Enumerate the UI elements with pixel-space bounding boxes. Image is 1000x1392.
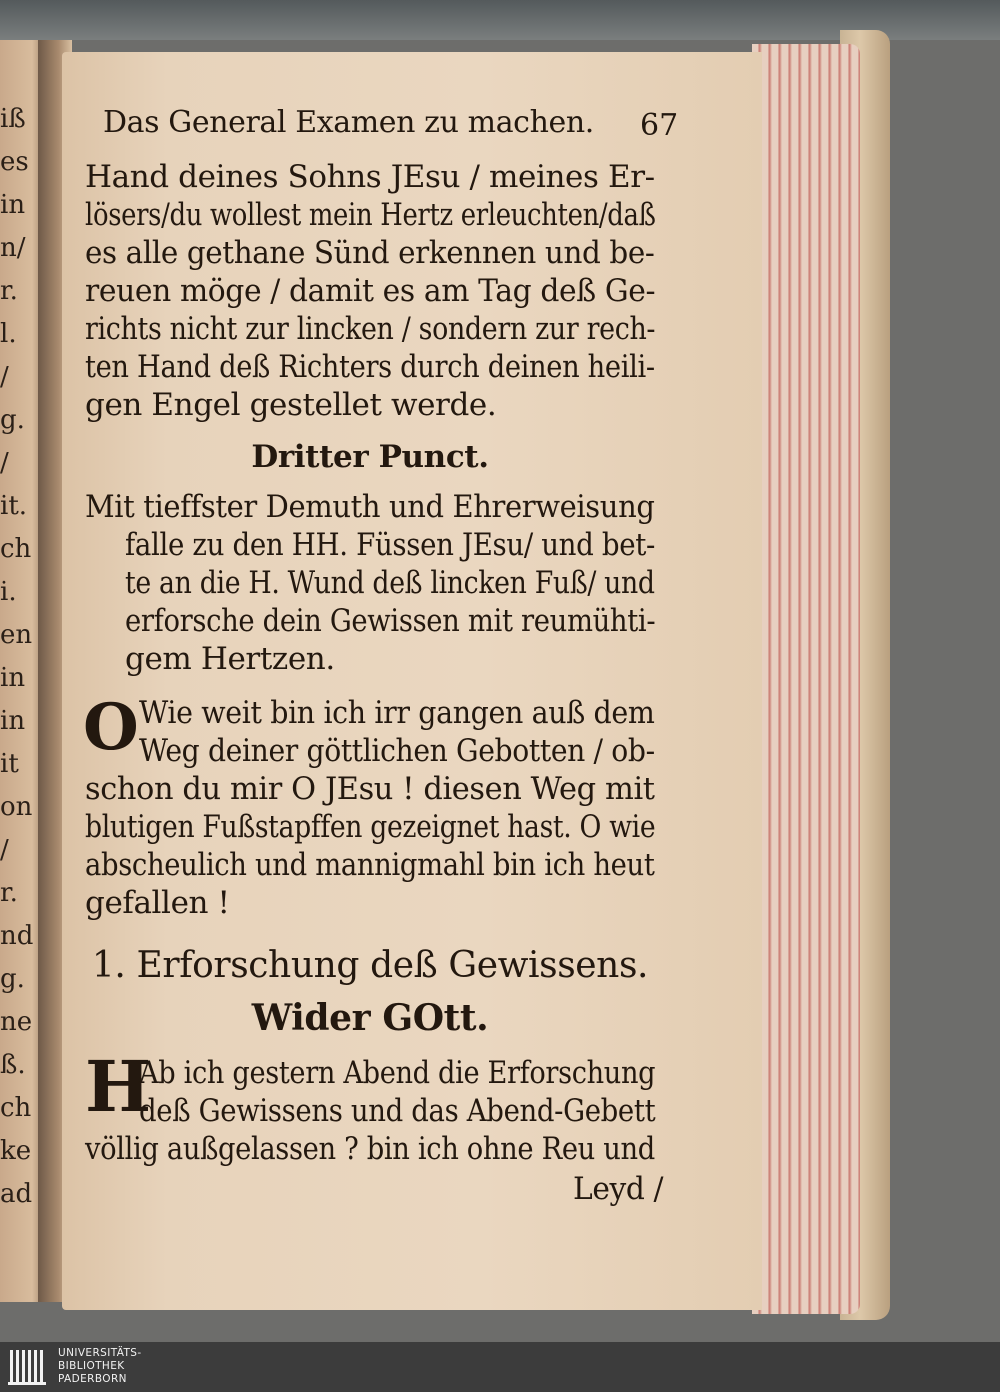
left-page-text-fragment: / (0, 448, 9, 478)
left-page-text-fragment: / (0, 362, 9, 392)
left-page-text-fragment: ke (0, 1136, 32, 1166)
left-page-text-fragment: n/ (0, 233, 26, 263)
drop-initial: H (85, 1045, 152, 1128)
text-line: lösers/du wollest mein Hertz erleuchten/daß (85, 197, 656, 233)
catchword: Leyd / (573, 1171, 664, 1207)
drop-initial: O (83, 690, 139, 765)
left-page-text-fragment: nd (0, 921, 34, 951)
left-page-text-fragment: in (0, 190, 26, 220)
left-page-text-fragment: in (0, 663, 26, 693)
text-line: te an die H. Wund deß lincken Fuß/ und (125, 565, 655, 601)
library-name-line: PADERBORN (58, 1373, 127, 1385)
left-page-text-fragment: g. (0, 964, 25, 994)
text-line: völlig außgelassen ? bin ich ohne Reu und (85, 1131, 655, 1167)
text-line: reuen möge / damit es am Tag deß Ge- (85, 273, 656, 309)
text-line: Weg deiner göttlichen Gebotten / ob- (139, 733, 655, 769)
left-page-text-fragment: ad (0, 1179, 33, 1209)
section-heading: Dritter Punct. (251, 439, 489, 475)
library-name (58, 1347, 142, 1386)
left-page-text-fragment: en (0, 620, 33, 650)
text-line: deß Gewissens und das Abend-Gebett (139, 1093, 656, 1129)
left-page-text-fragment: i. (0, 577, 17, 607)
library-name-line: BIBLIOTHEK (58, 1360, 125, 1372)
text-line: gefallen ! (85, 885, 230, 921)
left-page-text-fragment: g. (0, 405, 25, 435)
left-page-text-fragment: ne (0, 1007, 33, 1037)
library-footer (0, 1342, 1000, 1392)
text-line: blutigen Fußstapffen gezeignet hast. O wie (85, 809, 656, 845)
text-line: ten Hand deß Richters durch deinen heili- (85, 349, 655, 385)
text-line: Hand deines Sohns JEsu / meines Er- (85, 159, 655, 195)
left-page-text-fragment: / (0, 835, 9, 865)
text-line: gem Hertzen. (125, 641, 335, 677)
text-line: schon du mir O JEsu ! diesen Weg mit (85, 771, 655, 807)
left-page-text-fragment: l. (0, 319, 17, 349)
text-line: gen Engel gestellet werde. (85, 387, 497, 423)
text-line: Ab ich gestern Abend die Erforschung (139, 1055, 656, 1091)
library-logo-icon (8, 1346, 50, 1388)
left-page-text-fragment: it (0, 749, 19, 779)
section-heading: Wider GOtt. (251, 997, 489, 1039)
left-page-text-fragment: in (0, 706, 26, 736)
text-line: erforsche dein Gewissen mit reumühti- (125, 603, 656, 639)
text-line: Wie weit bin ich irr gangen auß dem (139, 695, 655, 731)
left-page-text-fragment: ch (0, 1093, 32, 1123)
left-page-text-fragment: on (0, 792, 33, 822)
library-name-line: UNIVERSITÄTS- (58, 1347, 142, 1359)
left-page-text-fragment: ß. (0, 1050, 26, 1080)
left-page-text-fragment: iß (0, 104, 26, 134)
section-heading: 1. Erforschung deß Gewissens. (91, 945, 649, 986)
left-page-text-fragment: r. (0, 878, 18, 908)
running-title: Das General Examen zu machen. (103, 105, 594, 140)
page-edges (752, 44, 860, 1314)
page-number: 67 (640, 108, 679, 143)
text-line: richts nicht zur lincken / sondern zur rech- (85, 311, 656, 347)
text-line: falle zu den HH. Füssen JEsu/ und bet- (125, 527, 656, 563)
text-line: Mit tieffster Demuth und Ehrerweisung (85, 489, 655, 525)
text-line: es alle gethane Sünd erkennen und be- (85, 235, 655, 271)
text-line: abscheulich und mannigmahl bin ich heut (85, 847, 655, 883)
left-page-text-fragment: es (0, 147, 29, 177)
left-page-text-fragment: r. (0, 276, 18, 306)
left-page-text-fragment: it. (0, 491, 28, 521)
left-page-text-fragment: ch (0, 534, 32, 564)
